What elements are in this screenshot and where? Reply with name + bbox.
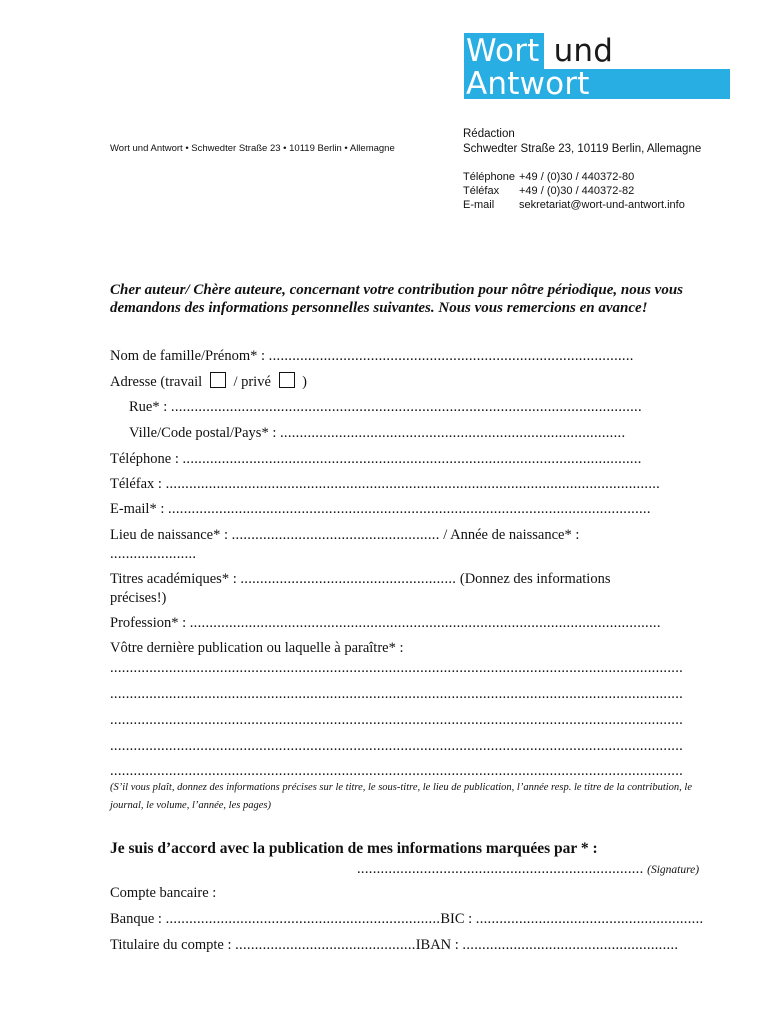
field-fax-label: Téléfax : xyxy=(110,476,162,492)
field-city-label: Ville/Code postal/Pays* : xyxy=(129,425,277,441)
field-email-label: E-mail* : xyxy=(110,501,165,517)
field-fax[interactable] xyxy=(110,475,660,493)
field-street-dots: ........................................................................................................................ xyxy=(170,399,642,415)
logo-line-1 xyxy=(464,34,613,68)
field-bic-dots: .......................................................... xyxy=(475,911,704,927)
contact-phone-label: Téléphone xyxy=(463,171,515,183)
field-publication-label: Vôtre dernière publication ou laquelle à paraître* : xyxy=(110,640,404,656)
redaction-block xyxy=(463,127,753,212)
field-profession[interactable] xyxy=(110,614,661,632)
contact-email-value: sekretariat@wort-und-antwort.info xyxy=(519,199,685,211)
redaction-address: Schwedter Straße 23, 10119 Berlin, Allemagne xyxy=(463,143,702,155)
contact-phone xyxy=(463,170,753,184)
field-bank-label: Banque : xyxy=(110,911,162,927)
field-fax-dots: .............................................................................................................................. xyxy=(165,476,661,492)
address-label: Adresse (travail xyxy=(110,374,203,390)
field-bank[interactable] xyxy=(110,910,703,928)
address-close: ) xyxy=(302,374,307,390)
logo-word-wort: Wort xyxy=(464,33,544,69)
logo-line-2 xyxy=(466,67,590,101)
publication-line-2[interactable]: .................................................................................................................................................. xyxy=(110,686,684,702)
signature-label: (Signature) xyxy=(647,864,700,876)
field-name[interactable] xyxy=(110,347,634,365)
field-street-label: Rue* : xyxy=(129,399,168,415)
field-holder[interactable] xyxy=(110,936,678,954)
publication-line-5[interactable]: .................................................................................................................................................. xyxy=(110,763,684,779)
field-titles-hint: (Donnez des informations xyxy=(459,571,611,587)
field-bank-dots: ...................................................................... xyxy=(165,911,441,927)
publication-line-3[interactable]: .................................................................................................................................................. xyxy=(110,712,684,728)
field-name-label: Nom de famille/Prénom* : xyxy=(110,348,266,364)
field-titles[interactable] xyxy=(110,570,610,588)
field-email-dots: ........................................................................................................................... xyxy=(168,501,651,517)
field-bic-label: BIC : xyxy=(440,911,473,927)
logo-word-antwort: Antwort xyxy=(466,66,590,102)
field-titles-label: Titres académiques* : xyxy=(110,571,237,587)
contact-fax xyxy=(463,184,753,198)
contact-email xyxy=(463,198,753,212)
field-birth[interactable] xyxy=(110,526,579,544)
field-birthyear-label: / Année de naissance* : xyxy=(443,527,580,543)
field-address-type xyxy=(110,372,307,391)
contact-email-label: E-mail xyxy=(463,199,495,211)
field-profession-label: Profession* : xyxy=(110,615,187,631)
agreement-text: Je suis d’accord avec la publication de mes informations marquées par * : xyxy=(110,840,598,857)
redaction-title: Rédaction xyxy=(463,128,515,140)
bank-account-label: Compte bancaire : xyxy=(110,885,217,901)
field-phone-dots: ..................................................................................................................... xyxy=(182,451,642,467)
checkbox-work[interactable] xyxy=(210,372,226,388)
field-iban-label: IBAN : xyxy=(415,937,459,953)
intro-paragraph: Cher auteur/ Chère auteure, concernant votre contribution pour nôtre périodique, nous vous demandons des informations personnelles suivantes. Nous vous remercions en avance! xyxy=(110,282,684,316)
publication-line-1[interactable]: .................................................................................................................................................. xyxy=(110,660,684,676)
contact-phone-value: +49 / (0)30 / 440372-80 xyxy=(519,171,635,183)
field-phone[interactable] xyxy=(110,450,642,468)
field-email[interactable] xyxy=(110,500,651,518)
field-name-dots: ............................................................................................. xyxy=(268,348,634,364)
field-holder-dots: .............................................. xyxy=(235,937,416,953)
signature-dots: ......................................................................... xyxy=(357,861,644,877)
address-private-label: / privé xyxy=(233,374,271,390)
publication-line-4[interactable]: .................................................................................................................................................. xyxy=(110,738,684,754)
field-street[interactable] xyxy=(129,398,642,416)
field-titles-dots: ....................................................... xyxy=(240,571,457,587)
sender-line: Wort und Antwort • Schwedter Straße 23 • 10119 Berlin • Allemagne xyxy=(110,143,395,154)
field-birthplace-dots: ..................................................... xyxy=(231,527,440,543)
field-phone-label: Téléphone : xyxy=(110,451,179,467)
field-iban-dots: ....................................................... xyxy=(462,937,679,953)
field-birthyear-dots[interactable] xyxy=(110,545,196,563)
field-birthplace-label: Lieu de naissance* : xyxy=(110,527,228,543)
publication-note: (S’il vous plaît, donnez des informations précises sur le titre, le sous-titre, le lieu de publication, l’année resp. le titre de la contribution, le journal, le volume, l’année, les pages) xyxy=(110,782,692,811)
birthyear-dots: ...................... xyxy=(110,546,197,562)
field-profession-dots: ........................................................................................................................ xyxy=(189,615,661,631)
field-city[interactable] xyxy=(129,424,625,442)
field-holder-label: Titulaire du compte : xyxy=(110,937,232,953)
field-city-dots: ........................................................................................ xyxy=(279,425,626,441)
field-titles-hint-2: précises!) xyxy=(110,590,167,606)
contact-fax-label: Téléfax xyxy=(463,185,500,197)
checkbox-private[interactable] xyxy=(279,372,295,388)
logo-word-und: und xyxy=(553,33,614,69)
signature-line[interactable] xyxy=(357,860,699,879)
contact-fax-value: +49 / (0)30 / 440372-82 xyxy=(519,185,635,197)
